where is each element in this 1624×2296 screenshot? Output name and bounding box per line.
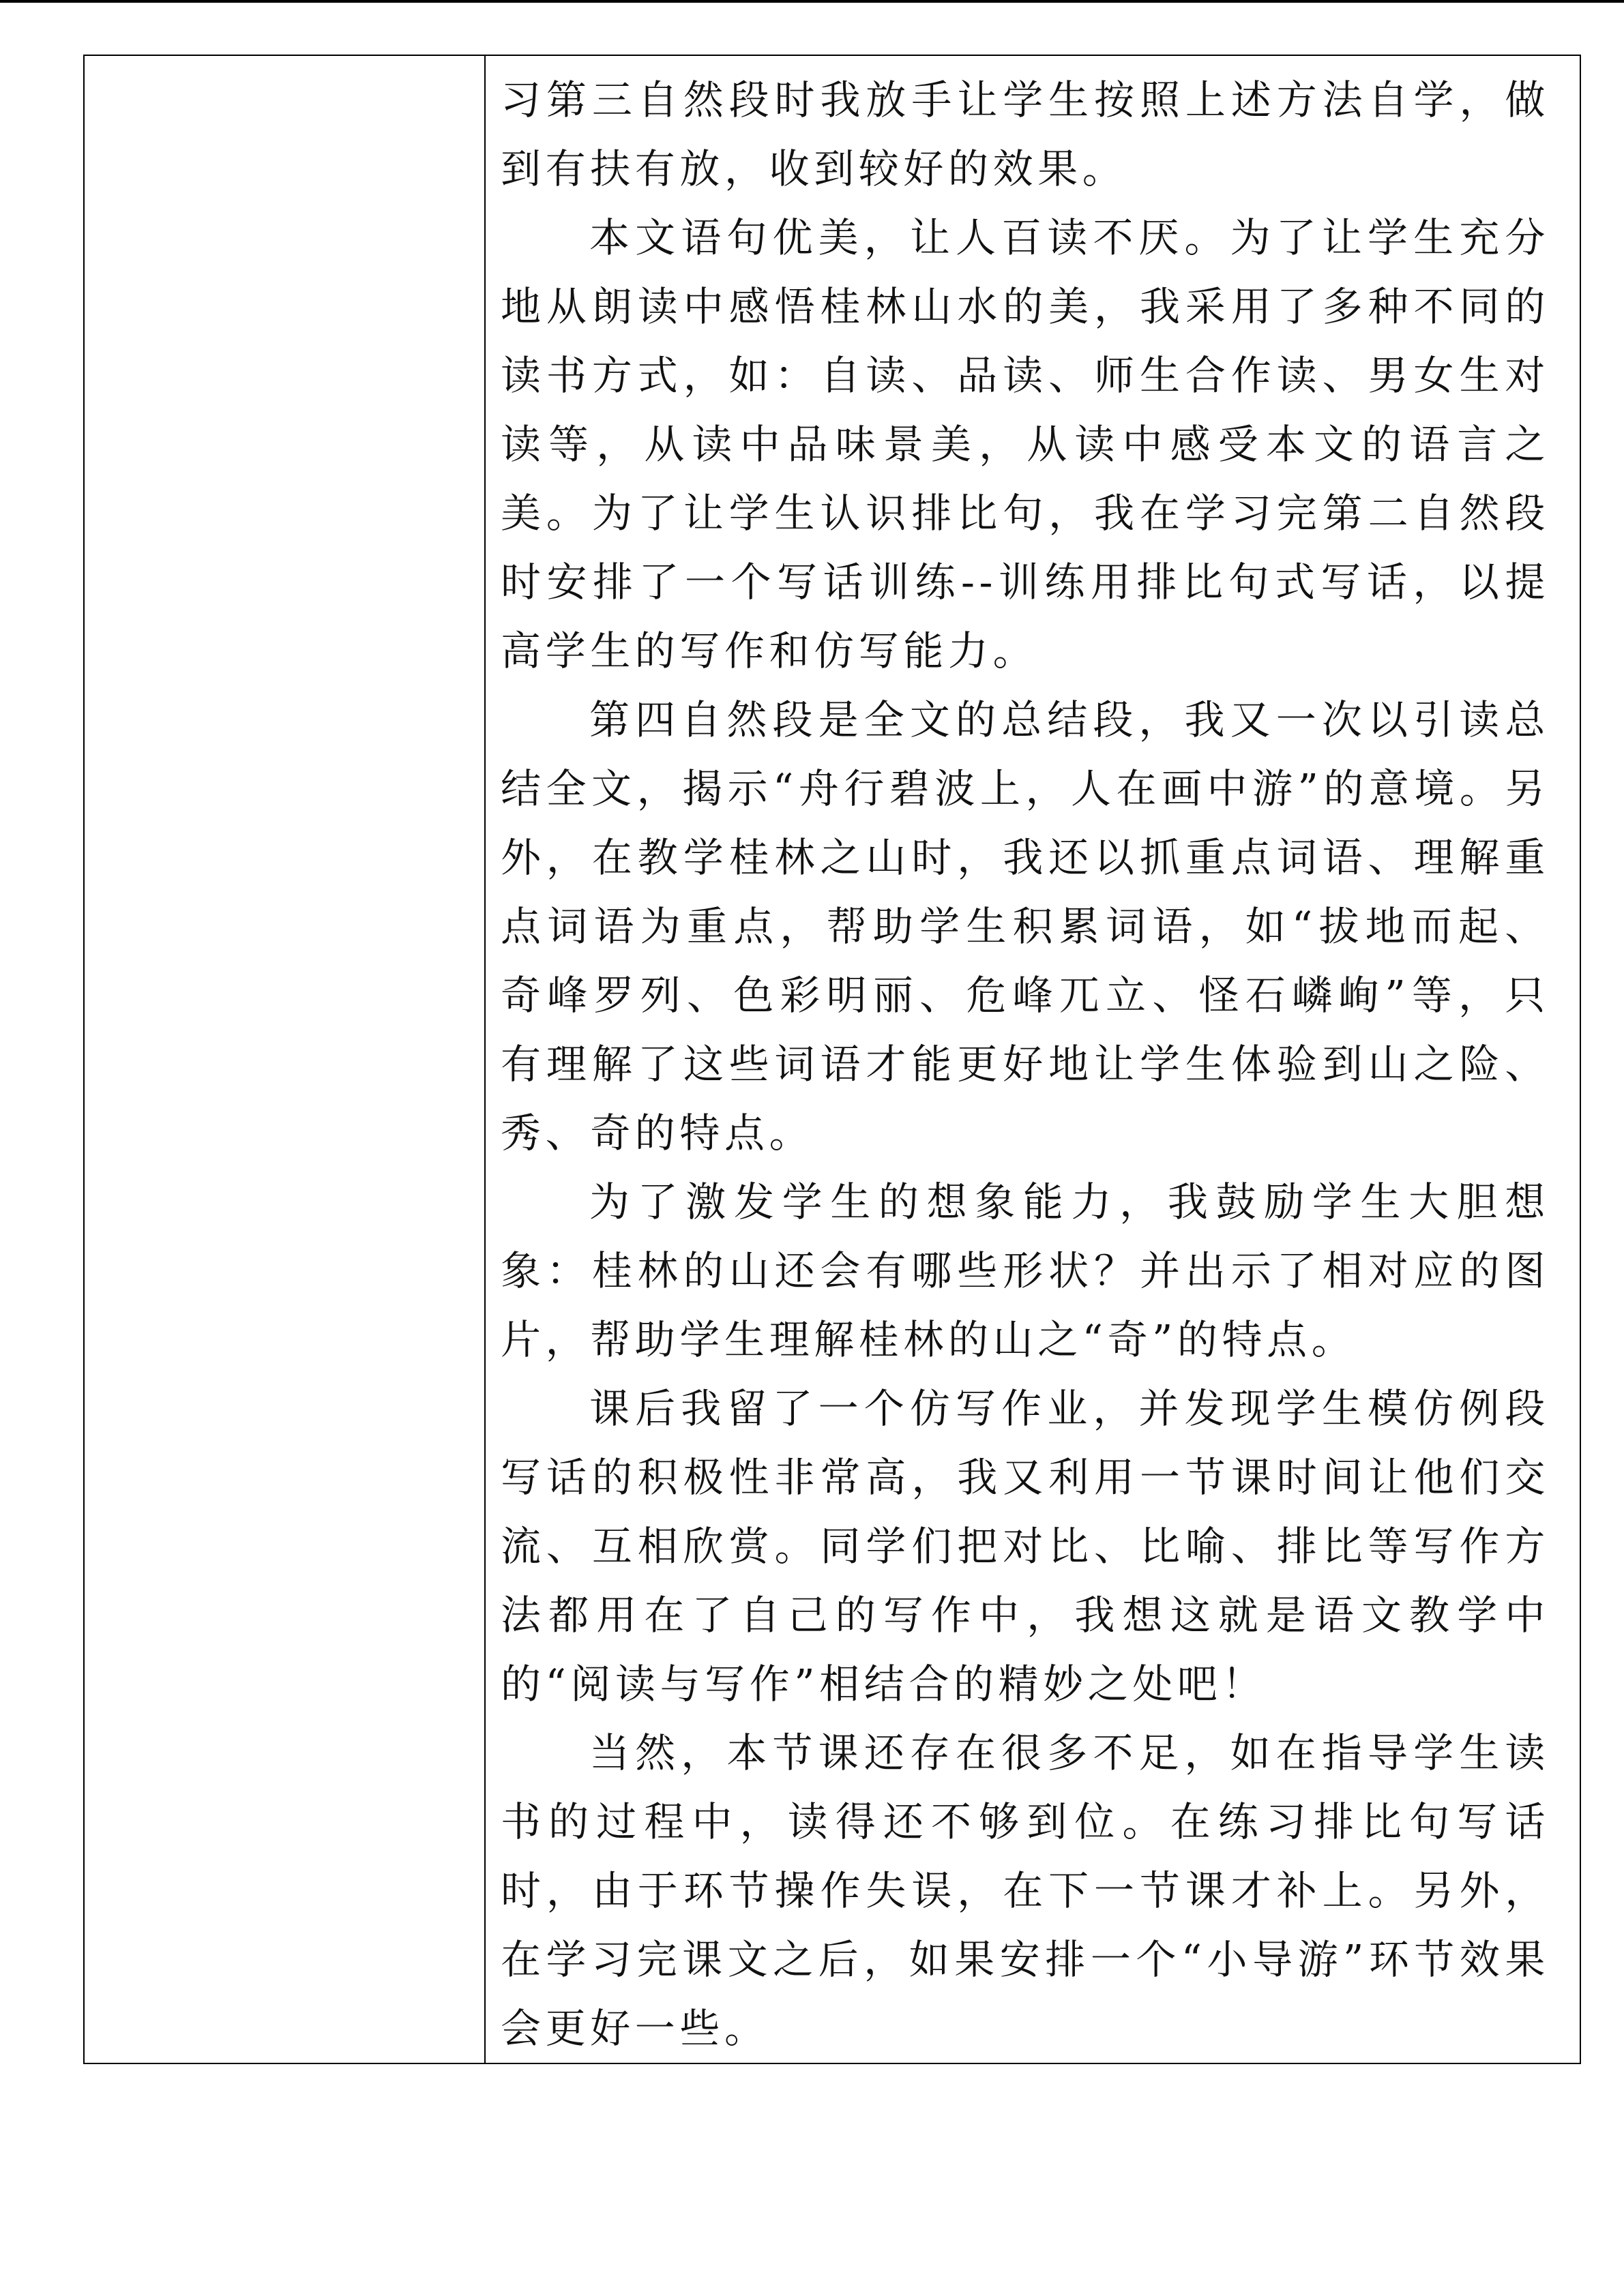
label-cell [84,55,485,2063]
paragraph-6: 当然，本节课还存在很多不足，如在指导学生读书的过程中，读得还不够到位。在练习排比句写话时，由于环节操作失误，在下一节课才补上。另外，在学习完课文之后，如果安排一个“小导游”环节效果会更好一些。 [501,1729,1550,2052]
table-row [84,55,1580,2063]
page-top-rule [0,0,1624,3]
reflection-table [83,55,1581,2064]
paragraph-3: 第四自然段是全文的总结段，我又一次以引读总结全文，揭示“舟行碧波上，人在画中游”的意境。另外，在教学桂林之山时，我还以抓重点词语、理解重点词语为重点，帮助学生积累词语，如“拔地而起、奇峰罗列、色彩明丽、危峰兀立、怪石嶙峋”等，只有理解了这些词语才能更好地让学生体验到山之险、秀、奇的特点。 [501,696,1550,1157]
content-cell [485,55,1580,2063]
paragraph-1: 习第三自然段时我放手让学生按照上述方法自学，做到有扶有放，收到较好的效果。 [501,76,1550,192]
paragraph-2: 本文语句优美，让人百读不厌。为了让学生充分地从朗读中感悟桂林山水的美，我采用了多种不同的读书方式，如：自读、品读、师生合作读、男女生对读等，从读中品味景美，从读中感受本文的语言之美。为了让学生认识排比句，我在学习完第二自然段时安排了一个写话训练--训练用排比句式写话，以提高学生的写作和仿写能力。 [501,214,1550,674]
paragraph-5: 课后我留了一个仿写作业，并发现学生模仿例段写话的积极性非常高，我又利用一节课时间让他们交流、互相欣赏。同学们把对比、比喻、排比等写作方法都用在了自己的写作中，我想这就是语文教学中的“阅读与写作”相结合的精妙之处吧！ [501,1385,1550,1708]
paragraph-4: 为了激发学生的想象能力，我鼓励学生大胆想象：桂林的山还会有哪些形状？并出示了相对应的图片，帮助学生理解桂林的山之“奇”的特点。 [501,1178,1550,1363]
content-text-block [486,56,1580,2063]
